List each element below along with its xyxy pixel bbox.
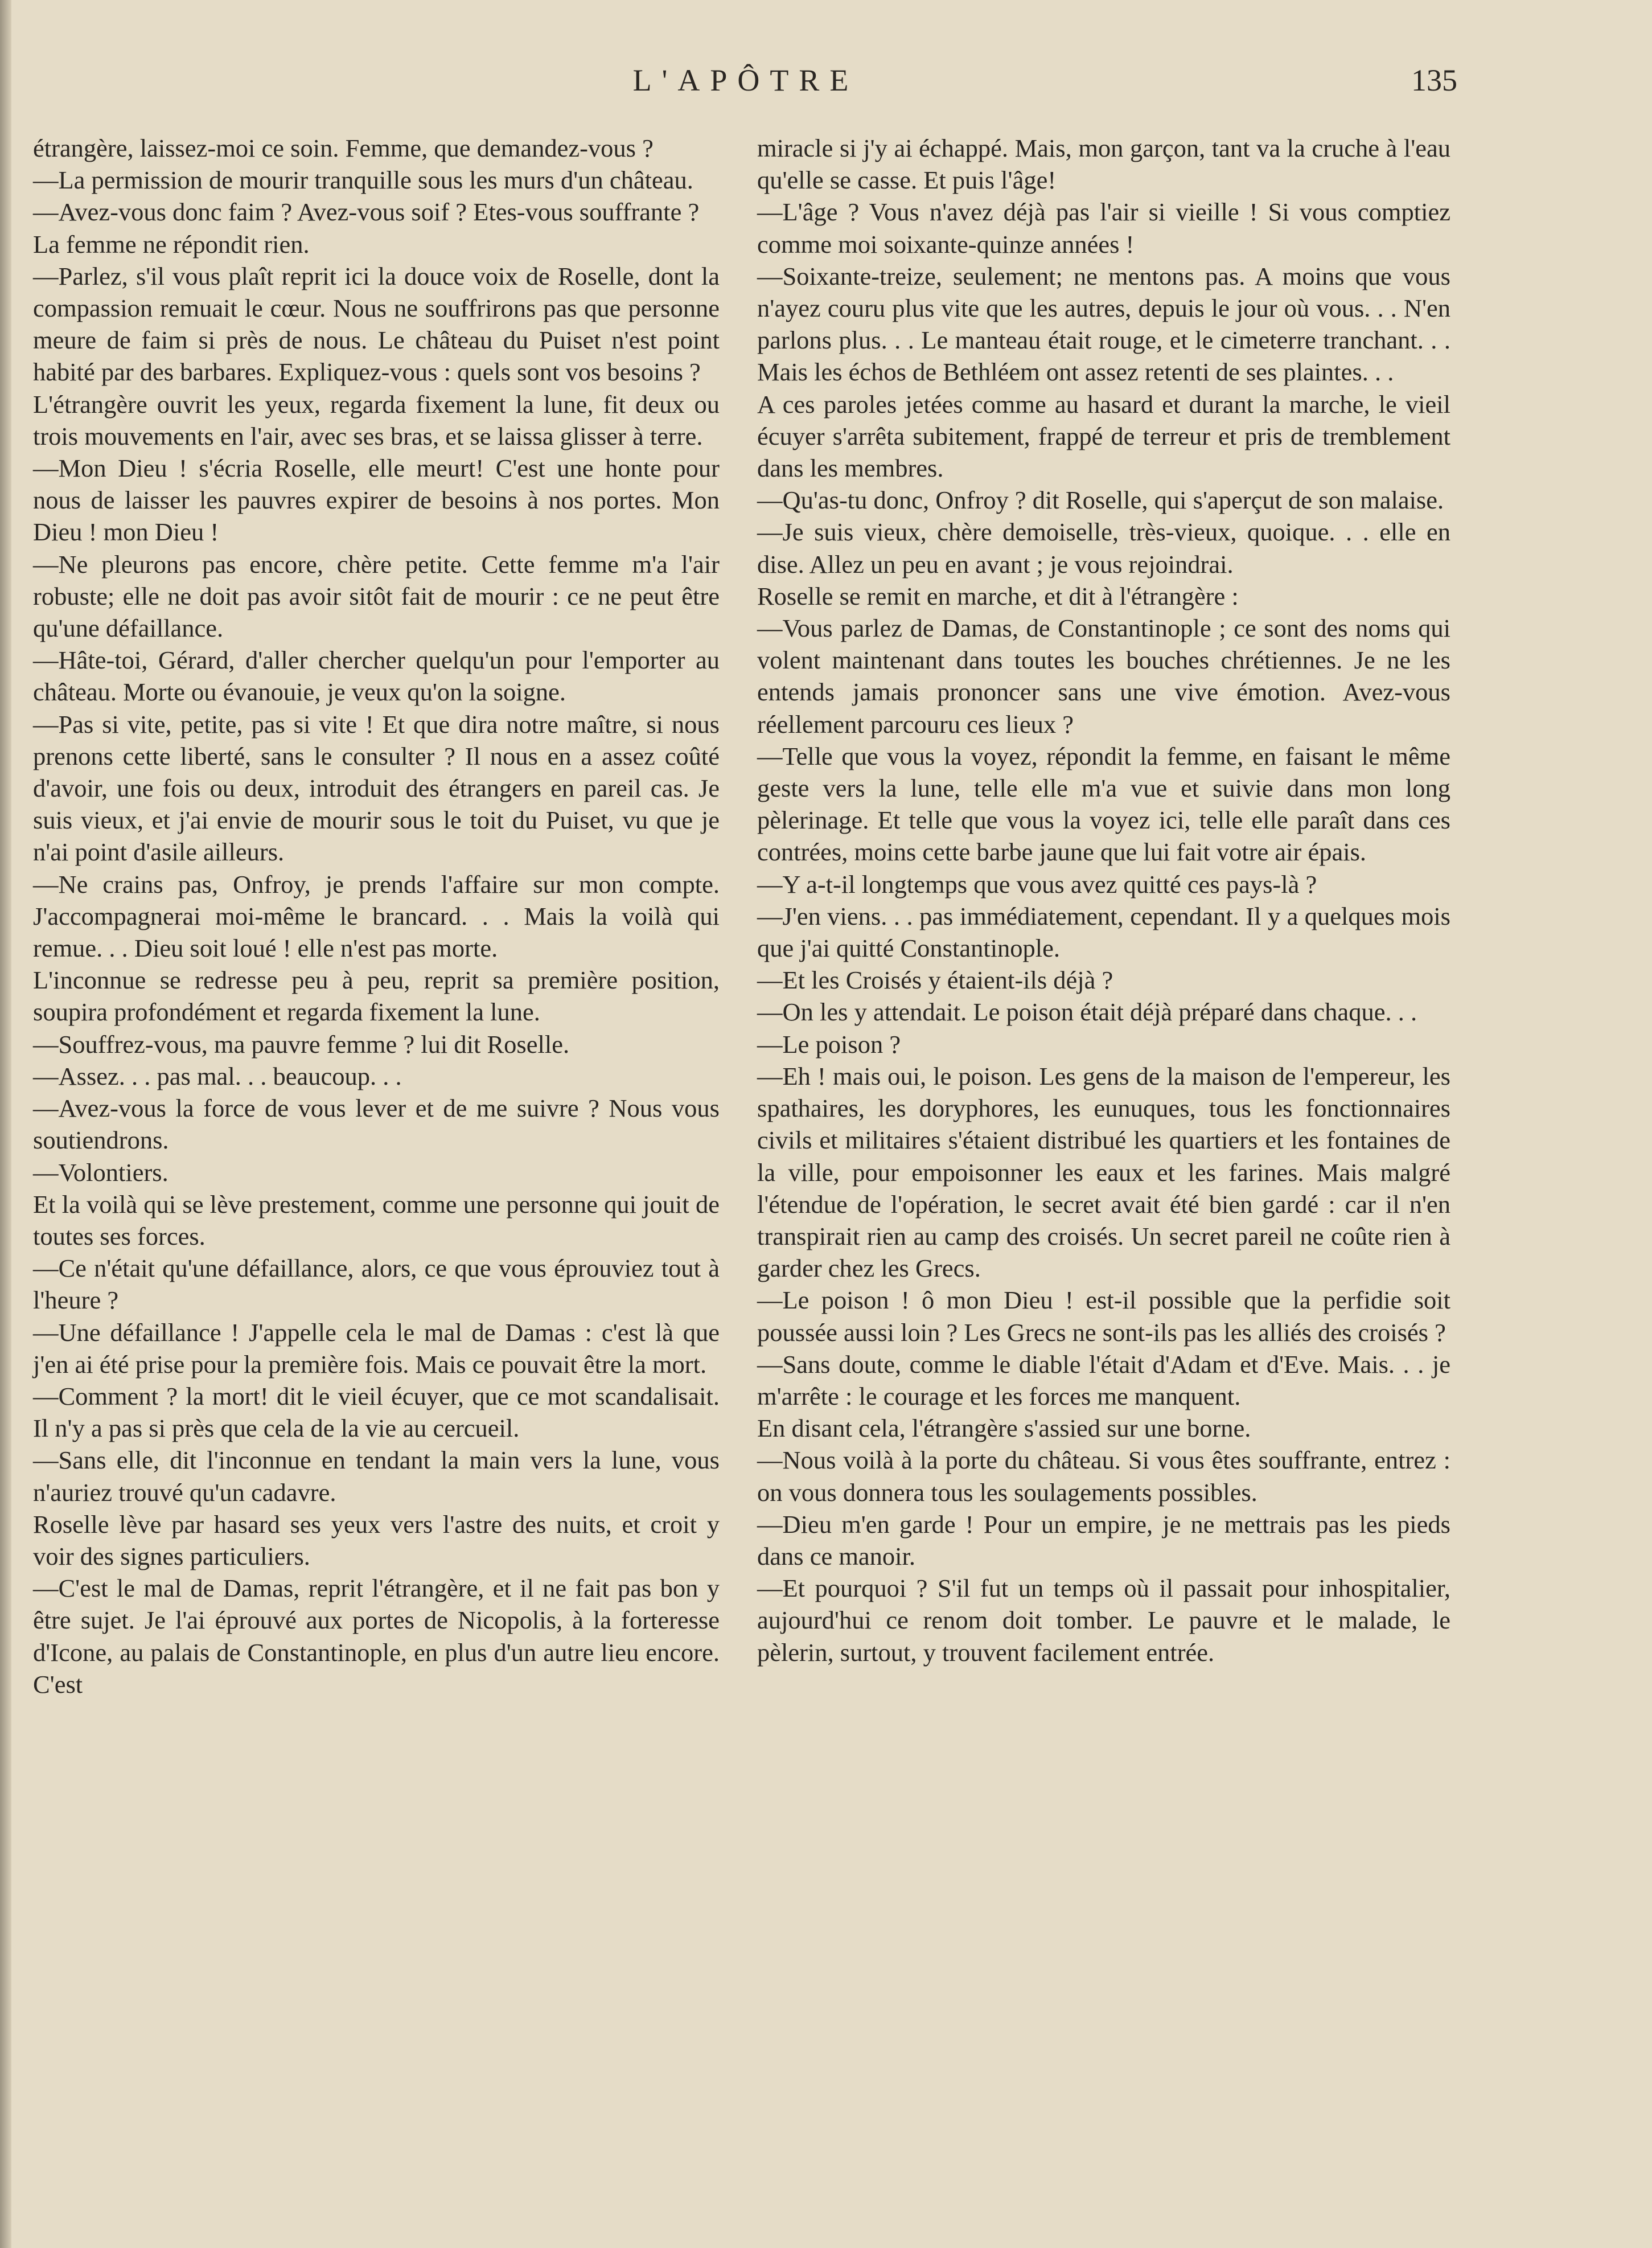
book-spine-edge [0,0,11,2248]
running-title: L'APÔTRE [632,63,859,97]
text-column-right: miracle si j'y ai échappé. Mais, mon garçon, tant va la cruche à l'eau qu'elle se casse. Et puis l'âge! —L'âge ? Vous n'avez déjà pas l'air si vieille ! Si vous comptiez comme moi soixante-quinze années ! —Soixante-treize, seulement; ne mentons pas. A moins que vous n'ayez couru plus vite que les autres, depuis le jour où vous. . . N'en parlons plus. . . Le manteau était rouge, et le cimeterre tranchant. . . Mais les échos de Bethléem ont assez retenti de ses plaintes. . . A ces paroles jetées comme au hasard et durant la marche, le vieil écuyer s'arrêta subitement, frappé de terreur et pris de tremblement dans les membres. —Qu'as-tu donc, Onfroy ? dit Roselle, qui s'aperçut de son malaise. —Je suis vieux, chère demoiselle, très-vieux, quoique. . . elle en dise. Allez un peu en avant ; je vous rejoindrai. Roselle se remit en marche, et dit à l'étrangère : —Vous parlez de Damas, de Constantinople ; ce sont des noms qui volent maintenant dans toutes les bouches chrétiennes. Je ne les entends jamais prononcer sans une vive émotion. Avez-vous réellement parcouru ces lieux ? —Telle que vous la voyez, répondit la femme, en faisant le même geste vers la lune, telle elle m'a vue et suivie dans mon long pèlerinage. Et telle que vous la voyez ici, telle elle paraît dans ces contrées, moins cette barbe jaune que lui fait votre air épais. —Y a-t-il longtemps que vous avez quitté ces pays-là ? —J'en viens. . . pas immédiatement, cependant. Il y a quelques mois que j'ai quitté Constantinople. —Et les Croisés y étaient-ils déjà ? —On les y attendait. Le poison était déjà préparé dans chaque. . . —Le poison ? —Eh ! mais oui, le poison. Les gens de la maison de l'empereur, les spathaires, les doryphores, les eunuques, tous les fonctionnaires civils et militaires s'étaient distribué les quartiers et les fontaines de la ville, pour empoisonner les eaux et les farines. Mais malgré l'étendue de l'opération, le secret avait été bien gardé : car il n'en transpirait rien au camp des croisés. Un secret pareil ne coûte rien à garder chez les Grecs. —Le poison ! ô mon Dieu ! est-il possible que la perfidie soit poussée aussi loin ? Les Grecs ne sont-ils pas les alliés des croisés ? —Sans doute, comme le diable l'était d'Adam et d'Eve. Mais. . . je m'arrête : le courage et les forces me manquent. En disant cela, l'étrangère s'assied sur une borne. —Nous voilà à la porte du château. Si vous êtes souffrante, entrez : on vous donnera tous les soulagements possibles. —Dieu m'en garde ! Pour un empire, je ne mettrais pas les pieds dans ce manoir. —Et pourquoi ? S'il fut un temps où il passait pour inhospitalier, aujourd'hui ce renom doit tomber. Le pauvre et le malade, le pèlerin, surtout, y trouvent facilement entrée. [757,134,1450,1667]
page-number: 135 [1411,63,1457,97]
text-column-left: étrangère, laissez-moi ce soin. Femme, que demandez-vous ? —La permission de mourir tranquille sous les murs d'un château. —Avez-vous donc faim ? Avez-vous soif ? Etes-vous souffrante ? La femme ne répondit rien. —Parlez, s'il vous plaît reprit ici la douce voix de Roselle, dont la compassion remuait le cœur. Nous ne souffrirons pas que personne meure de faim si près de nous. Le château du Puiset n'est point habité par des barbares. Expliquez-vous : quels sont vos besoins ? L'étrangère ouvrit les yeux, regarda fixement la lune, fit deux ou trois mouvements en l'air, avec ses bras, et se laissa glisser à terre. —Mon Dieu ! s'écria Roselle, elle meurt! C'est une honte pour nous de laisser les pauvres expirer de besoins à nos portes. Mon Dieu ! mon Dieu ! —Ne pleurons pas encore, chère petite. Cette femme m'a l'air robuste; elle ne doit pas avoir sitôt fait de mourir : ce ne peut être qu'une défaillance. —Hâte-toi, Gérard, d'aller chercher quelqu'un pour l'emporter au château. Morte ou évanouie, je veux qu'on la soigne. —Pas si vite, petite, pas si vite ! Et que dira notre maître, si nous prenons cette liberté, sans le consulter ? Il nous en a assez coûté d'avoir, une fois ou deux, introduit des étrangers en pareil cas. Je suis vieux, et j'ai envie de mourir sous le toit du Puiset, vu que je n'ai point d'asile ailleurs. —Ne crains pas, Onfroy, je prends l'affaire sur mon compte. J'accompagnerai moi-même le brancard. . . Mais la voilà qui remue. . . Dieu soit loué ! elle n'est pas morte. L'inconnue se redresse peu à peu, reprit sa première position, soupira profondément et regarda fixement la lune. —Souffrez-vous, ma pauvre femme ? lui dit Roselle. —Assez. . . pas mal. . . beaucoup. . . —Avez-vous la force de vous lever et de me suivre ? Nous vous soutiendrons. —Volontiers. Et la voilà qui se lève prestement, comme une personne qui jouit de toutes ses forces. —Ce n'était qu'une défaillance, alors, ce que vous éprouviez tout à l'heure ? —Une défaillance ! J'appelle cela le mal de Damas : c'est là que j'en ai été prise pour la première fois. Mais ce pouvait être la mort. —Comment ? la mort! dit le vieil écuyer, que ce mot scandalisait. Il n'y a pas si près que cela de la vie au cercueil. —Sans elle, dit l'inconnue en tendant la main vers la lune, vous n'auriez trouvé qu'un cadavre. Roselle lève par hasard ses yeux vers l'astre des nuits, et croit y voir des signes particuliers. —C'est le mal de Damas, reprit l'étrangère, et il ne fait pas bon y être sujet. Je l'ai éprouvé aux portes de Nicopolis, à la forteresse d'Icone, au palais de Constantinople, en plus d'un autre lieu encore. C'est [33,134,720,1699]
page-header [34,57,1457,108]
